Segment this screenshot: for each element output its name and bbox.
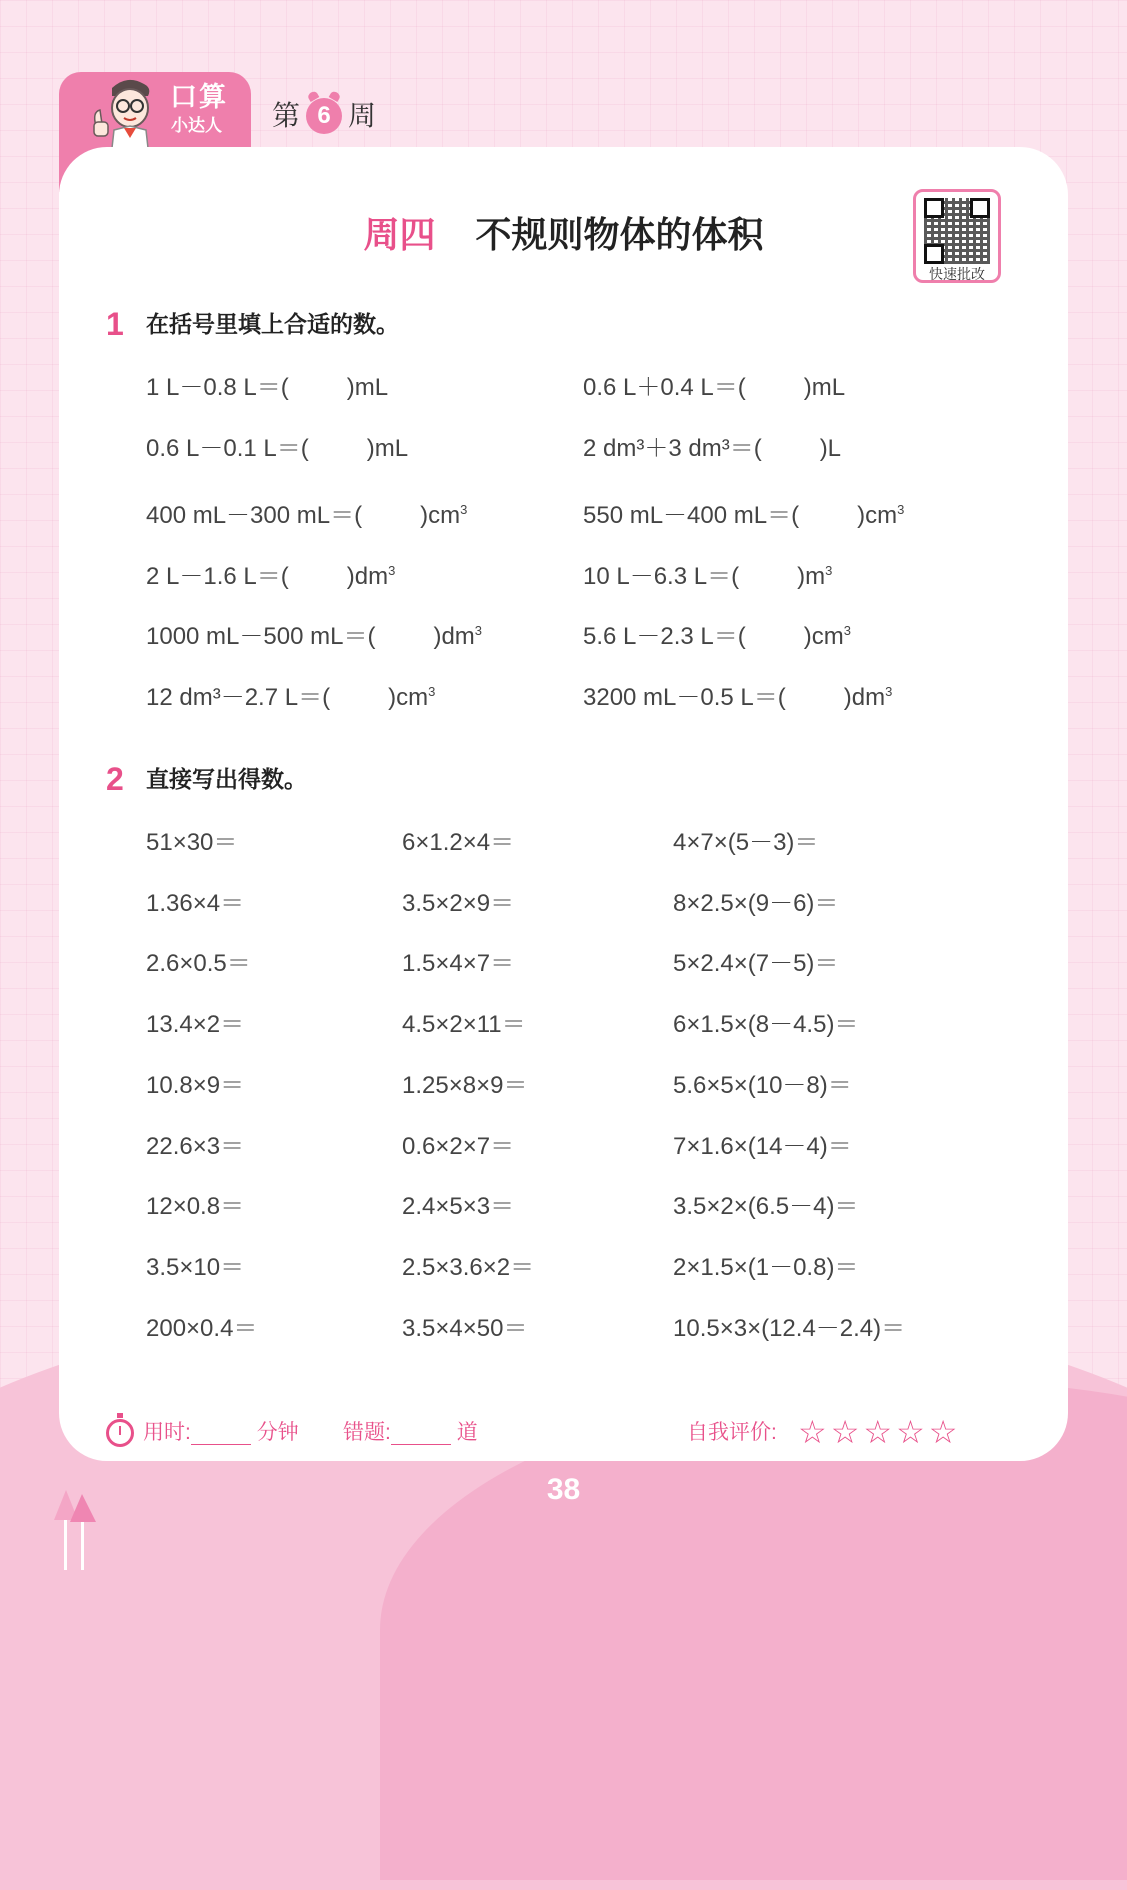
title-day: 周四 (363, 214, 436, 255)
unit-text: )cm (388, 684, 429, 711)
calc-problem[interactable]: 2.6×0.5＝ (146, 950, 251, 978)
calc-problem[interactable]: 7×1.6×(14－4)＝ (673, 1132, 852, 1160)
unit-text: )dm (346, 563, 389, 590)
problem-text: 1 L－0.8 L＝( (146, 374, 289, 401)
unit-text: )cm (803, 623, 844, 650)
unit-text: )mL (346, 374, 389, 401)
qr-code-box[interactable] (913, 189, 1001, 283)
problem-text: 550 mL－400 mL＝( (583, 502, 800, 529)
problem-text: 0.6 L－0.1 L＝( (146, 435, 309, 462)
calc-problem[interactable]: 5×2.4×(7－5)＝ (673, 950, 839, 978)
unit-text: )dm (843, 684, 886, 711)
calc-problem[interactable]: 6×1.2×4＝ (402, 829, 515, 856)
fill-in-problem (583, 614, 851, 654)
unit-exponent: 3 (897, 502, 905, 517)
section-2-title: 直接写出得数。 (146, 766, 307, 792)
time-unit: 分钟 (256, 1421, 299, 1444)
calc-problem[interactable]: 3.5×10＝ (146, 1253, 245, 1281)
qr-finder-icon (924, 198, 944, 218)
section-1-number: 1 (106, 306, 124, 342)
qr-finder-icon (924, 244, 944, 264)
problem-text: 400 mL－300 mL＝( (146, 502, 363, 529)
fill-in-problem (583, 675, 892, 715)
unit-exponent: 3 (825, 563, 833, 578)
fill-in-problem (146, 371, 388, 405)
problem-text: 0.6 L＋0.4 L＝( (583, 374, 746, 401)
calc-problem[interactable]: 1.36×4＝ (146, 889, 245, 917)
calc-problem[interactable]: 1.5×4×7＝ (402, 950, 515, 978)
week-prefix: 第 (272, 100, 301, 131)
calc-problem[interactable]: 4×7×(5－3)＝ (673, 829, 819, 856)
calc-problem[interactable]: 22.6×3＝ (146, 1132, 245, 1160)
calc-problem[interactable]: 10.8×9＝ (146, 1071, 245, 1099)
unit-text: )dm (433, 623, 475, 650)
unit-text: )cm (857, 502, 898, 529)
rating-label: 自我评价: (687, 1421, 777, 1444)
calc-problem[interactable]: 3.5×2×(6.5－4)＝ (673, 1193, 859, 1221)
tree-decoration-icon (52, 1490, 102, 1570)
calc-problem[interactable]: 10.5×3×(12.4－2.4)＝ (673, 1314, 906, 1342)
problem-text: 2 L－1.6 L＝( (146, 563, 289, 590)
time-label: 用时: (143, 1421, 191, 1444)
problem-text: 2 dm³＋3 dm³＝( (583, 435, 762, 462)
fill-in-problem (146, 493, 467, 533)
calc-problem[interactable]: 4.5×2×11＝ (402, 1011, 526, 1039)
qr-label: 快速批改 (929, 266, 985, 282)
unit-text: )mL (366, 435, 409, 462)
fill-in-problem (583, 371, 845, 405)
calc-problem[interactable]: 3.5×4×50＝ (402, 1314, 528, 1342)
rating-stars[interactable]: ☆☆☆☆☆ (798, 1414, 962, 1450)
calc-problem[interactable]: 2.4×5×3＝ (402, 1193, 515, 1221)
fill-in-problem (146, 554, 395, 594)
problem-text: 1000 mL－500 mL＝( (146, 623, 376, 650)
problem-text: 10 L－6.3 L＝( (583, 563, 740, 590)
page-number: 38 (546, 1473, 581, 1506)
errors-blank[interactable] (391, 1422, 451, 1445)
calc-problem[interactable]: 12×0.8＝ (146, 1193, 245, 1221)
unit-exponent: 3 (428, 684, 436, 699)
section-1-title: 在括号里填上合适的数。 (146, 311, 399, 337)
fill-in-problem (146, 675, 435, 715)
stopwatch-icon (106, 1419, 134, 1447)
section-2-number: 2 (106, 761, 124, 797)
unit-exponent: 3 (388, 563, 396, 578)
unit-text: )L (819, 435, 842, 462)
calc-problem[interactable]: 8×2.5×(9－6)＝ (673, 889, 839, 917)
time-field (143, 1416, 299, 1450)
unit-text: )mL (803, 374, 846, 401)
title-topic: 不规则物体的体积 (475, 214, 764, 255)
calc-problem[interactable]: 2×1.5×(1－0.8)＝ (673, 1253, 859, 1281)
fill-in-problem (583, 554, 832, 594)
fill-in-problem (583, 432, 841, 466)
calc-problem[interactable]: 5.6×5×(10－8)＝ (673, 1071, 852, 1099)
calc-problem[interactable]: 13.4×2＝ (146, 1011, 245, 1039)
tab-subtitle: 小达人 (171, 116, 222, 135)
unit-exponent: 3 (843, 623, 851, 638)
calc-problem[interactable]: 3.5×2×9＝ (402, 889, 515, 917)
qr-finder-icon (970, 198, 990, 218)
calc-problem[interactable]: 1.25×8×9＝ (402, 1071, 528, 1099)
fill-in-problem (146, 614, 482, 654)
problem-text: 5.6 L－2.3 L＝( (583, 623, 746, 650)
week-suffix: 周 (348, 100, 377, 131)
fill-in-problem (146, 432, 408, 466)
errors-field (343, 1416, 478, 1450)
problem-text: 12 dm³－2.7 L＝( (146, 684, 331, 711)
errors-unit: 道 (456, 1421, 478, 1444)
unit-text: )cm (420, 502, 461, 529)
time-blank[interactable] (191, 1422, 251, 1445)
unit-exponent: 3 (885, 684, 893, 699)
fill-in-problem (583, 493, 904, 533)
calc-problem[interactable]: 0.6×2×7＝ (402, 1132, 515, 1160)
unit-exponent: 3 (474, 623, 483, 638)
calc-problem[interactable]: 6×1.5×(8－4.5)＝ (673, 1011, 859, 1039)
calc-problem[interactable]: 2.5×3.6×2＝ (402, 1253, 535, 1281)
calc-problem[interactable]: 51×30＝ (146, 829, 238, 856)
unit-exponent: 3 (460, 502, 468, 517)
week-indicator (272, 96, 376, 136)
tab-title: 口算 (170, 82, 228, 112)
mascot-icon (82, 74, 172, 148)
week-number-badge: 6 (306, 98, 342, 134)
problem-text: 3200 mL－0.5 L＝( (583, 684, 786, 711)
calc-problem[interactable]: 200×0.4＝ (146, 1314, 258, 1342)
unit-text: )m (797, 563, 826, 590)
errors-label: 错题: (343, 1421, 391, 1444)
